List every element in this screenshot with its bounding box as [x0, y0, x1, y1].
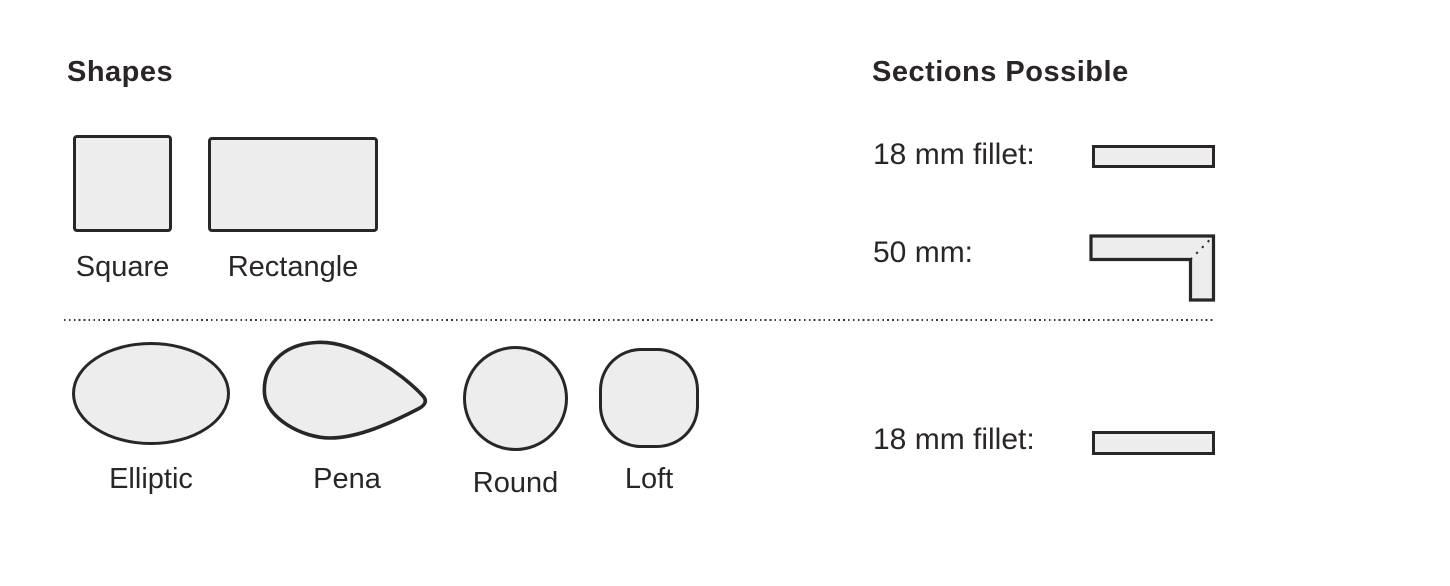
section-row3-label: 18 mm fillet:	[873, 423, 1035, 456]
l-profile-section-svg	[1089, 234, 1217, 304]
pena-label: Pena	[313, 463, 381, 495]
loft-label: Loft	[624, 463, 674, 495]
section-row1-label: 18 mm fillet:	[873, 138, 1035, 171]
flat-bar-section-bottom	[1092, 431, 1215, 455]
shapes-title: Shapes	[67, 56, 174, 88]
rounded-square-shape	[599, 348, 699, 448]
teardrop-shape-svg	[260, 338, 432, 444]
rectangle-shape	[208, 137, 378, 232]
l-profile-section	[1089, 234, 1217, 304]
sections-title: Sections Possible	[872, 56, 1129, 88]
teardrop-shape	[260, 338, 432, 444]
circle-shape	[463, 346, 568, 451]
rectangle-label: Rectangle	[227, 251, 359, 283]
dotted-divider	[64, 319, 1213, 321]
square-shape	[73, 135, 172, 232]
ellipse-shape	[72, 342, 230, 445]
section-row2-label: 50 mm:	[873, 236, 974, 269]
elliptic-label: Elliptic	[109, 463, 193, 495]
flat-bar-section-top	[1092, 145, 1215, 168]
round-label: Round	[472, 467, 559, 499]
square-label: Square	[75, 251, 170, 283]
